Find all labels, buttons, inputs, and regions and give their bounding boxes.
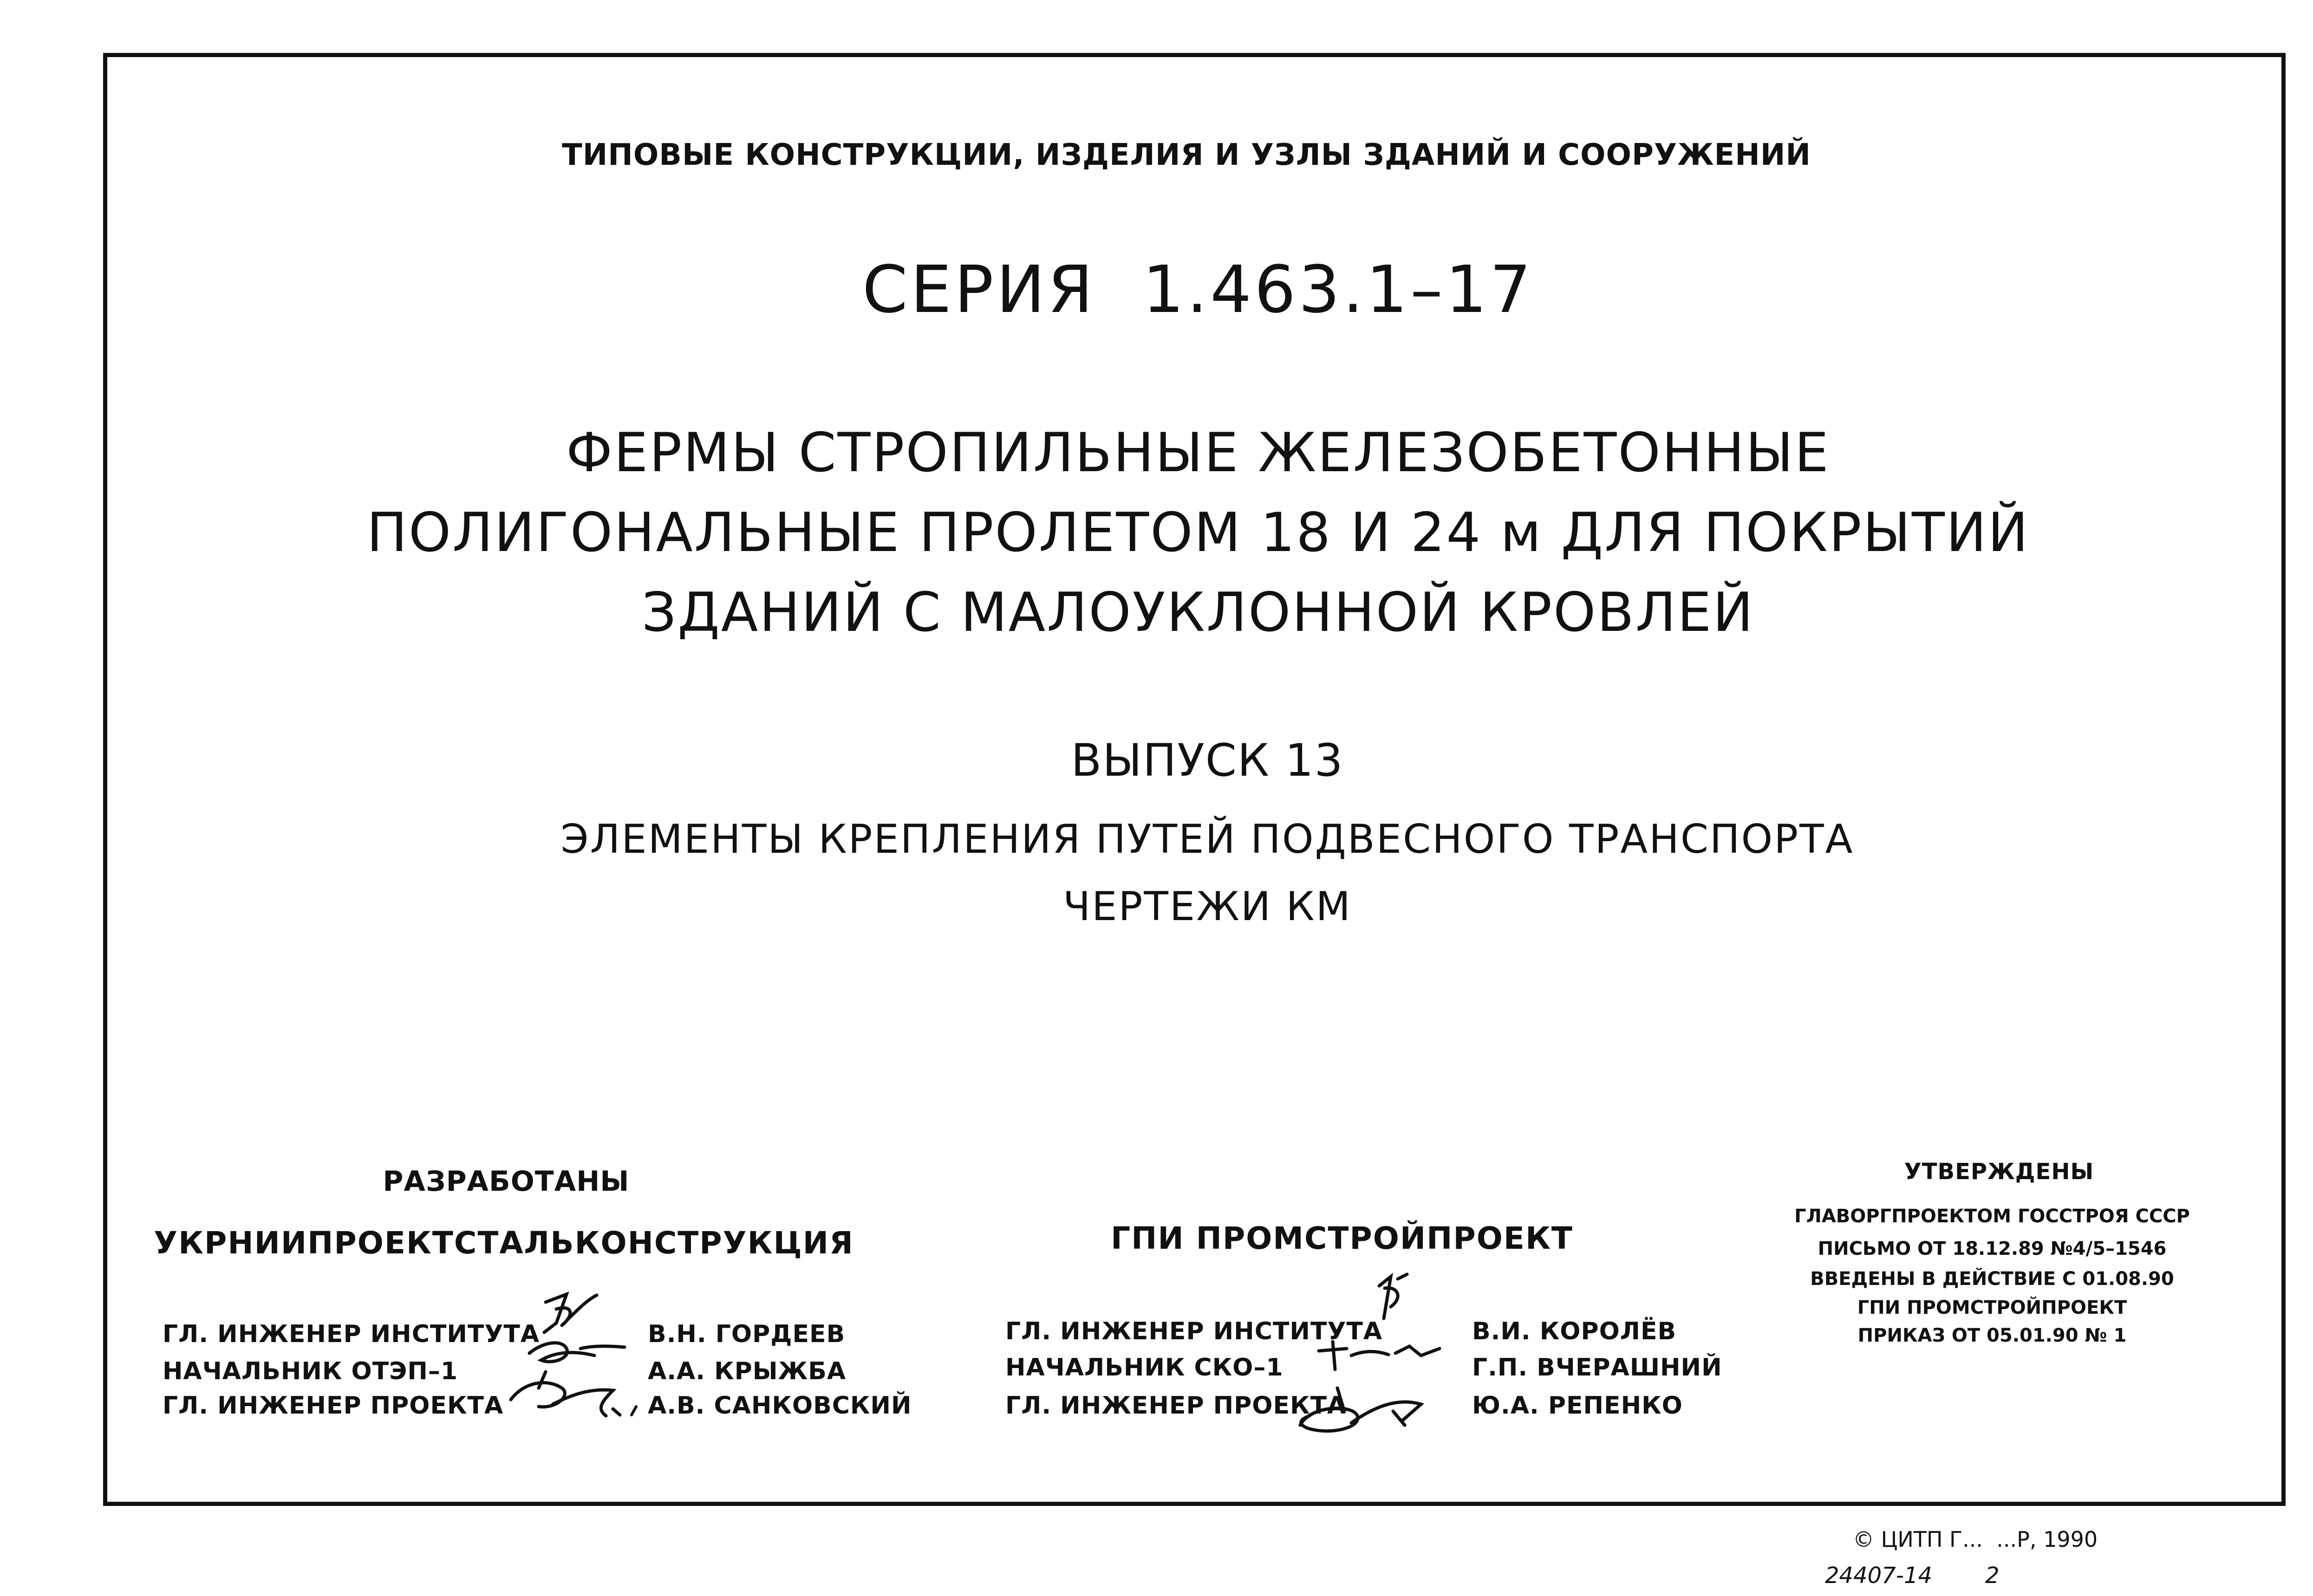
issue-label: ВЫПУСК 13 — [1071, 734, 1344, 786]
signatures-left — [502, 1291, 641, 1434]
approved-heading: УТВЕРЖДЕНЫ — [1904, 1159, 2094, 1185]
gpi-org: ГПИ ПРОМСТРОЙПРОЕКТ — [1111, 1220, 1573, 1256]
gpi-name: В.И. КОРОЛЁВ — [1472, 1317, 1677, 1345]
developer-name: А.В. САНКОВСКИЙ — [648, 1392, 912, 1420]
gpi-position: ГЛ. ИНЖЕНЕР ПРОЕКТА — [1005, 1392, 1347, 1420]
approval-line: ПРИКАЗ ОТ 05.01.90 № 1 — [1857, 1325, 2127, 1346]
subtitle-line-1: ЭЛЕМЕНТЫ КРЕПЛЕНИЯ ПУТЕЙ ПОДВЕСНОГО ТРАНСПОРТА — [560, 816, 1854, 863]
developer-position: ГЛ. ИНЖЕНЕР ПРОЕКТА — [163, 1392, 504, 1420]
developer-name: А.А. КРЫЖБА — [648, 1357, 847, 1385]
signatures-middle — [1282, 1272, 1458, 1458]
developer-org: УКРНИИПРОЕКТСТАЛЬКОНСТРУКЦИЯ — [154, 1225, 854, 1261]
gpi-name: Ю.А. РЕПЕНКО — [1472, 1392, 1683, 1420]
header-line: ТИПОВЫЕ КОНСТРУКЦИИ, ИЗДЕЛИЯ И УЗЛЫ ЗДАНИЙ И СООРУЖЕНИЙ — [562, 138, 1811, 172]
approval-line: ВВЕДЕНЫ В ДЕЙСТВИЕ С 01.08.90 — [1810, 1268, 2174, 1290]
title-line-1: ФЕРМЫ СТРОПИЛЬНЫЕ ЖЕЛЕЗОБЕТОННЫЕ — [566, 422, 1830, 484]
subtitle-line-2: ЧЕРТЕЖИ КМ — [1063, 883, 1352, 930]
sheet-number: 2 — [1985, 1563, 2000, 1589]
gpi-position: ГЛ. ИНЖЕНЕР ИНСТИТУТА — [1005, 1317, 1383, 1345]
developer-position: НАЧАЛЬНИК ОТЭП–1 — [163, 1357, 458, 1385]
developer-name: В.Н. ГОРДЕЕВ — [648, 1320, 846, 1348]
title-line-3: ЗДАНИЙ С МАЛОУКЛОННОЙ КРОВЛЕЙ — [641, 581, 1755, 644]
document-number: 24407-14 — [1825, 1563, 1933, 1589]
gpi-position: НАЧАЛЬНИК СКО–1 — [1005, 1354, 1284, 1382]
developer-position: ГЛ. ИНЖЕНЕР ИНСТИТУТА — [163, 1320, 540, 1348]
title-line-2: ПОЛИГОНАЛЬНЫЕ ПРОЛЕТОМ 18 И 24 м ДЛЯ ПОКРЫТИЙ — [366, 501, 2030, 564]
copyright-note: © ЦИТП Г... ...Р, 1990 — [1853, 1527, 2098, 1552]
approval-line: ГЛАВОРГПРОЕКТОМ ГОССТРОЯ СССР — [1794, 1206, 2190, 1227]
series-title: СЕРИЯ 1.463.1–17 — [862, 252, 1534, 328]
gpi-name: Г.П. ВЧЕРАШНИЙ — [1472, 1354, 1722, 1382]
approval-line: ГПИ ПРОМСТРОЙПРОЕКТ — [1857, 1297, 2127, 1318]
developed-heading: РАЗРАБОТАНЫ — [383, 1165, 630, 1198]
approval-line: ПИСЬМО ОТ 18.12.89 №4/5–1546 — [1818, 1238, 2167, 1259]
